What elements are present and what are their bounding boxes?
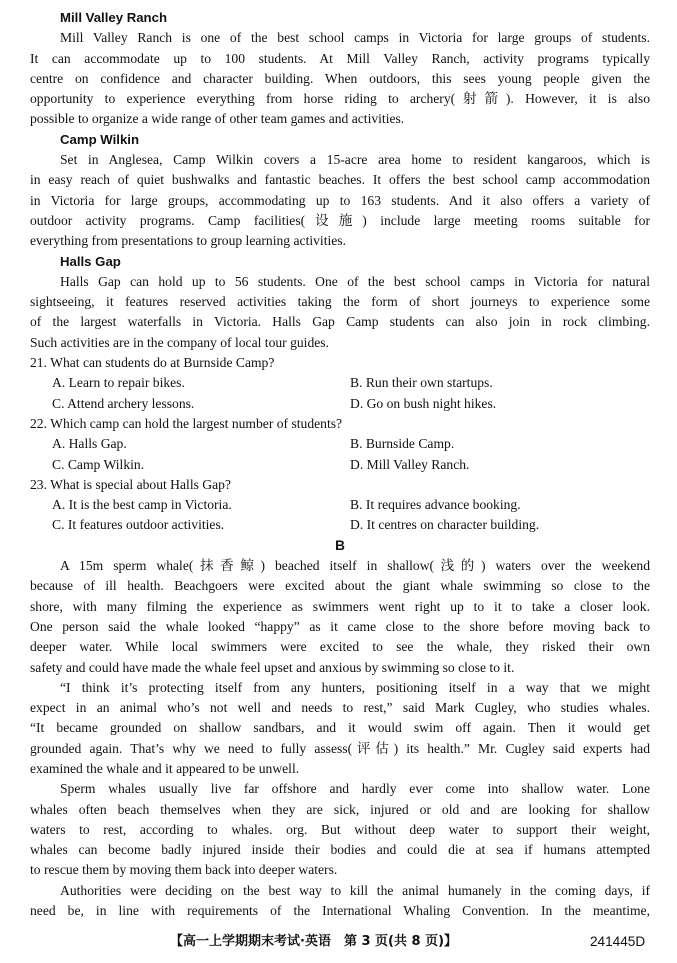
option-row: [30, 434, 650, 454]
text-line: of the largest waterfalls in Victoria. Halls Gap Camp students can also join in rock climbing.: [30, 314, 650, 330]
section-heading: Mill Valley Ranch: [60, 10, 168, 25]
text-line: whales often beach themselves when they are sick, injured or old and are looking for shallow: [30, 801, 650, 817]
option-row: [30, 515, 650, 535]
text-line: Sperm whales usually live far offshore and hardly ever come into shallow water. Lone: [60, 781, 650, 797]
footer-code: 241445D: [590, 934, 646, 949]
text-line: One person said the whale looked “happy” as it came close to the shore before moving back to: [30, 618, 650, 634]
text-line: possible to organize a wide range of other team games and activities.: [30, 111, 405, 127]
page-footer: [0, 932, 677, 952]
option[interactable]: B. It requires advance booking.: [350, 497, 521, 513]
part-b-title: B: [335, 537, 345, 553]
text-line: because of ill health. Beachgoers were excited about the giant whale swimming so close to the: [30, 578, 650, 594]
text-line: “It became grounded on shallow sandbars, and it would swim off again. Then it would get: [30, 720, 650, 736]
text-line: Mill Valley Ranch is one of the best school camps in Victoria for large groups of students.: [60, 30, 650, 46]
text-line: to rescue them by moving them back into deeper waters.: [30, 862, 338, 878]
option-row: [30, 394, 650, 414]
option[interactable]: A. Learn to repair bikes.: [52, 375, 185, 391]
question-stem: 22. Which camp can hold the largest number of students?: [30, 415, 343, 431]
option[interactable]: B. Burnside Camp.: [350, 436, 455, 452]
text-line: whales can become badly injured inside their bodies and could die at sea if humans attempted: [30, 842, 650, 858]
option[interactable]: D. It centres on character building.: [350, 517, 540, 533]
text-line: in easy reach of quiet bushwalks and fantastic beaches. It offers the best school camp accommodation: [30, 172, 650, 188]
text-line: examined the whale and it appeared to be unwell.: [30, 760, 300, 776]
text-line: deeper water. While local swimmers were excited to see the whale, they risked their own: [30, 639, 650, 655]
option-row: [30, 495, 650, 515]
text-line: expect in an animal who’s not well and needs to rest,” said Mark Cugley, who studies whales.: [30, 700, 650, 716]
option[interactable]: A. Halls Gap.: [52, 436, 127, 452]
text-line: in Victoria for large groups, accommodating up to 163 students. And it also offers a variety of: [30, 192, 650, 208]
option[interactable]: B. Run their own startups.: [350, 375, 493, 391]
question-stem: 21. What can students do at Burnside Camp?: [30, 355, 275, 371]
option[interactable]: C. Attend archery lessons.: [52, 395, 195, 411]
text-line: Halls Gap can hold up to 56 students. One of the best school camps in Victoria for natural: [60, 273, 650, 289]
text-line: centre on confidence and character building. When outdoors, this sees young people given the: [30, 70, 650, 86]
text-line: “I think it’s protecting itself from any hunters, positioning itself in a way that we might: [60, 679, 650, 695]
text-line: safety and could have made the whale feel upset and anxious by swimming so close to it.: [30, 659, 515, 675]
section-heading: Halls Gap: [60, 253, 121, 269]
text-line: It can accommodate up to 100 students. At Mill Valley Ranch, activity programs typically: [30, 50, 650, 66]
option[interactable]: C. It features outdoor activities.: [52, 517, 225, 533]
option-row: [30, 373, 650, 393]
text-line: everything from presentations to group learning activities.: [30, 233, 346, 249]
text-line: Set in Anglesea, Camp Wilkin covers a 15-acre area home to resident kangaroos, which is: [60, 152, 650, 168]
text-line: opportunity to experience everything from horse riding to archery(射箭). However, it is also: [30, 91, 650, 107]
text-line: sightseeing, it features reserved activities taking the form of short journeys to experience some: [30, 294, 650, 310]
option[interactable]: D. Go on bush night hikes.: [350, 395, 497, 411]
text-line: shore, with many filming the experience as swimmers went right up to it to take a closer look.: [30, 598, 650, 614]
text-line: A 15m sperm whale(抹香鲸) beached itself in shallow(浅的) waters over the weekend: [60, 558, 650, 574]
footer-title: 【高一上学期期末考试·英语 第 3 页(共 8 页)】: [170, 934, 458, 949]
question-stem: 23. What is special about Halls Gap?: [30, 476, 231, 492]
option-row: [30, 455, 650, 475]
text-line: Such activities are in the company of local tour guides.: [30, 334, 329, 350]
page: [30, 8, 650, 921]
option[interactable]: A. It is the best camp in Victoria.: [52, 497, 232, 513]
text-line: outdoor activity programs. Camp facilities(设施) include large meeting rooms suitable for: [30, 212, 650, 228]
text-line: waters to rest, according to whales. org. But without deep water to support their weight,: [30, 821, 650, 837]
section-heading: Camp Wilkin: [60, 131, 140, 147]
option[interactable]: D. Mill Valley Ranch.: [350, 456, 470, 472]
text-line: grounded again. That’s why we need to fully assess(评估) its health.” Mr. Cugley said experts had: [30, 740, 650, 756]
text-line: need be, in line with requirements of the International Whaling Convention. In the meantime,: [30, 903, 650, 919]
option[interactable]: C. Camp Wilkin.: [52, 456, 145, 472]
text-line: Authorities were deciding on the best way to kill the animal humanely in the coming days, if: [60, 882, 650, 898]
